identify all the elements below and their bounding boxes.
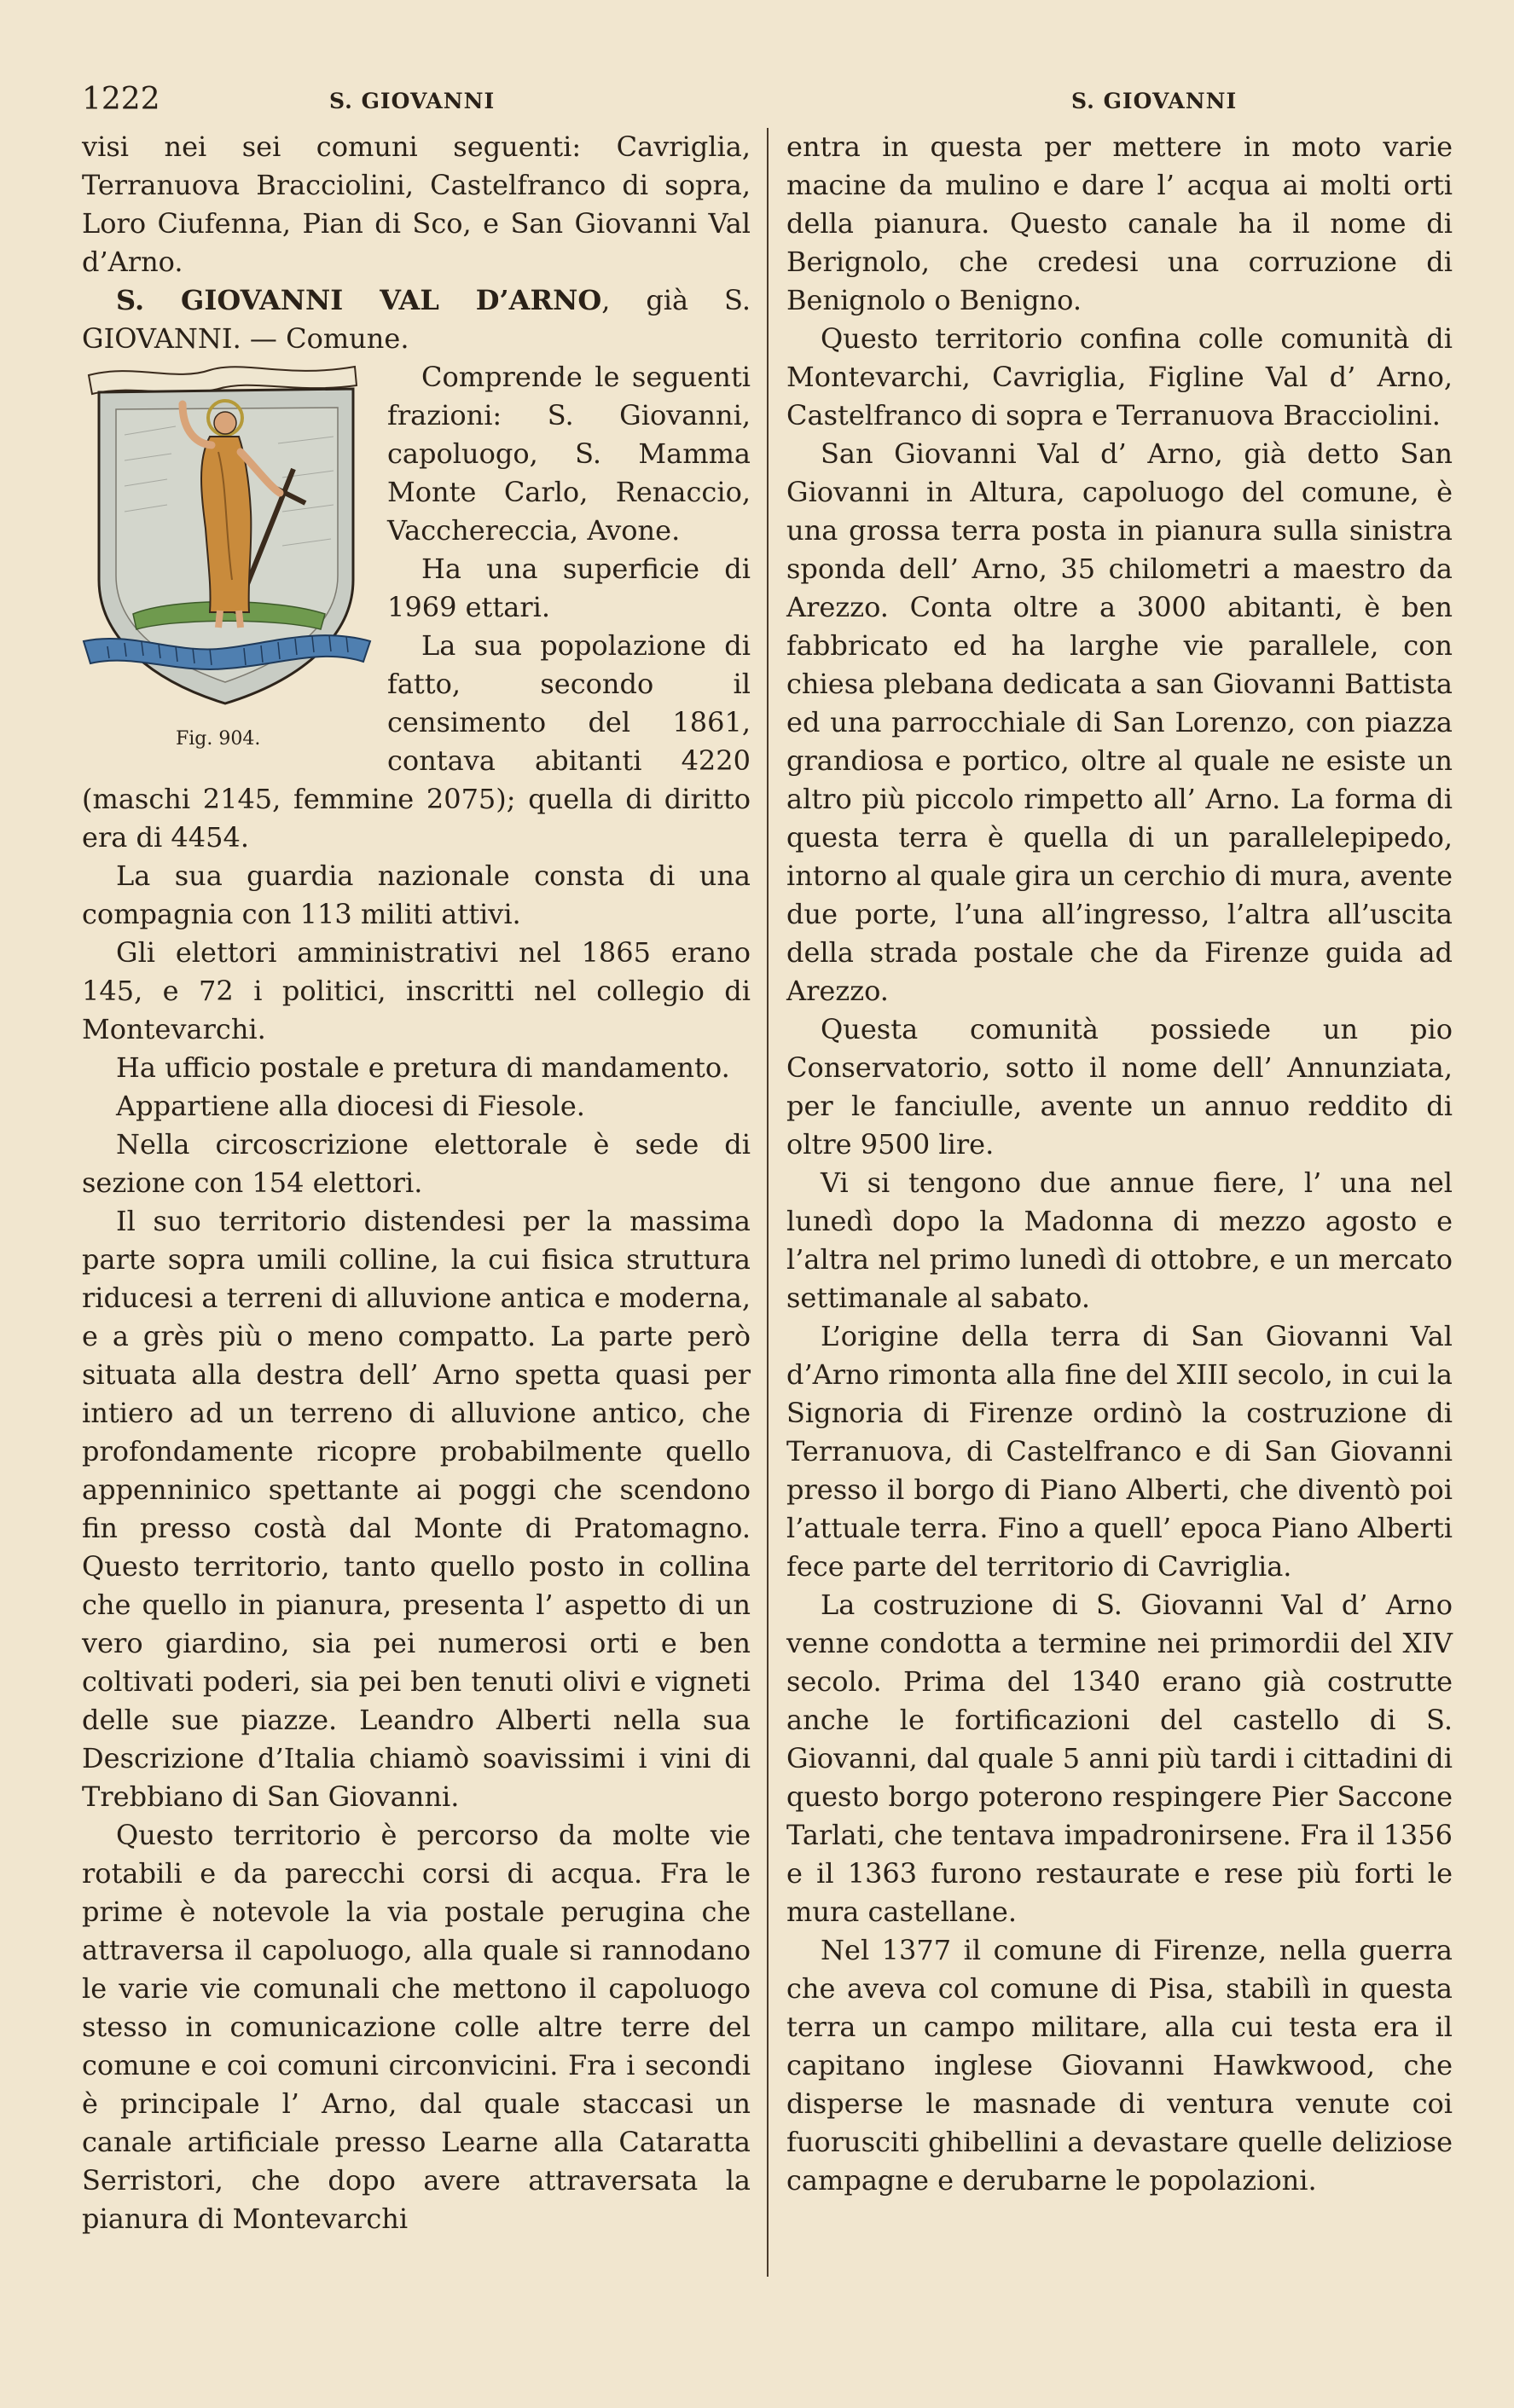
paragraph: entra in questa per mettere in moto varie macine da mulino e dare l’ acqua ai molti orti della pianura. Questo canale ha il nome di Berignolo, che credesi una corruzione di Benignolo o Benigno. (786, 130, 1453, 316)
entry-heading-paragraph (82, 281, 751, 358)
figure-caption: Fig. 904. (176, 728, 261, 750)
paragraph: Comprende le seguenti frazioni: S. Giovanni, capoluogo, S. Mamma Monte Carlo, Renaccio, Vacchereccia, Avone. (387, 361, 751, 547)
paragraph: Questo territorio confina colle comunità di Montevarchi, Cavriglia, Figline Val d’ Arno, Castelfranco di sopra e Terranuova Bracciolini. (786, 322, 1453, 431)
running-header (82, 82, 1432, 124)
page-number: 1222 (82, 82, 160, 117)
paragraph: L’origine della terra di San Giovanni Val d’Arno rimonta alla fine del XIII secolo, in cui la Signoria di Firenze ordinò la costruzione di Terranuova, di Castelfranco e di San Giovanni presso il borgo di Piano Alberti, che diventò poi l’attuale terra. Fino a quell’ epoca Piano Alberti fece parte del territorio di Cavriglia. (786, 1320, 1453, 1583)
entry-title-rest: , già S. GIOVANNI. — Comune. (82, 284, 751, 355)
left-column (82, 128, 751, 2238)
header-right-title: S. GIOVANNI (1071, 89, 1238, 113)
paragraph: Il suo territorio distendesi per la massima parte sopra umili colline, la cui fisica struttura riducesi a terreni di alluvione antica e moderna, e a grès più o meno compatto. La parte però situata alla destra dell’ Arno spetta quasi per intiero ad un terreno di alluvione antico, che profondamente ricopre probabilmente quello appenninico spettante ai poggi che scendono fin presso costà dal Monte di Pratomagno. Questo territorio, tanto quello posto in collina che quello in pianura, presenta l’ aspetto di un vero giardino, sia pei numerosi orti e ben coltivati poderi, sia pei ben tenuti olivi e vigneti delle sue piazze. Leandro Alberti nella sua Descrizione d’Italia chiamò soavissimi i vini di Trebbiano di San Giovanni. (82, 1205, 751, 1813)
paragraph: visi nei sei comuni seguenti: Cavriglia, Terranuova Bracciolini, Castelfranco di sopra, Loro Ciufenna, Pian di Sco, e San Giovanni Val d’Arno. (82, 130, 751, 278)
coat-of-arms-image (82, 358, 372, 715)
paragraph: Vi si tengono due annue fiere, l’ una nel lunedì dopo la Madonna di mezzo agosto e l’altra nel primo lunedì di ottobre, e un mercato settimanale al sabato. (786, 1166, 1453, 1314)
paragraph: La sua popolazione di fatto, secondo il censimento del 1861, contava abitanti 4220 (maschi 2145, femmine 2075); quella di diritto era di 4454. (82, 629, 751, 854)
column-divider (767, 128, 769, 2277)
paragraph: Questo territorio è percorso da molte vie rotabili e da parecchi corsi di acqua. Fra le prime è notevole la via postale perugina che attraversa il capoluogo, alla quale si rannodano le varie vie comunali che mettono il capoluogo stesso in comunicazione colle altre terre del comune e coi comuni circonvicini. Fra i secondi è principale l’ Arno, dal quale staccasi un canale artificiale presso Learne alla Cataratta Serristori, che dopo avere attraversata la pianura di Montevarchi (82, 1819, 751, 2235)
paragraph: Nella circoscrizione elettorale è sede di sezione con 154 elettori. (82, 1128, 751, 1199)
paragraph: Nel 1377 il comune di Firenze, nella guerra che aveva col comune di Pisa, stabilì in questa terra un campo militare, alla cui testa era il capitano inglese Giovanni Hawkwood, che disperse le masnade di ventura venute coi fuorusciti ghibellini a devastare quelle deliziose campagne e derubarne le popolazioni. (786, 1934, 1453, 2197)
right-column (786, 128, 1453, 2200)
paragraph: La sua guardia nazionale consta di una compagnia con 113 militi attivi. (82, 860, 751, 930)
paragraph: Gli elettori amministrativi nel 1865 erano 145, e 72 i politici, inscritti nel collegio di Montevarchi. (82, 936, 751, 1045)
header-left-title: S. GIOVANNI (329, 89, 496, 113)
paragraph: San Giovanni Val d’ Arno, già detto San Giovanni in Altura, capoluogo del comune, è una grossa terra posta in pianura sulla sinistra sponda dell’ Arno, 35 chilometri a maestro da Arezzo. Conta oltre a 3000 abitanti, è ben fabbricato ed ha larghe vie parallele, con chiesa plebana dedicata a san Giovanni Battista ed una parrocchiale di San Lorenzo, con piazza grandiosa e portico, oltre al quale ne esiste un altro più piccolo rimpetto all’ Arno. La forma di questa terra è quella di un parallelepipedo, intorno al quale gira un cerchio di mura, avente due porte, l’una all’ingresso, l’altra all’uscita della strada postale che da Firenze guida ad Arezzo. (786, 437, 1453, 1007)
paragraph: Appartiene alla diocesi di Fiesole. (116, 1090, 585, 1122)
paragraph: Ha ufficio postale e pretura di mandamento. (116, 1051, 730, 1084)
coat-of-arms-figure (82, 358, 372, 759)
entry-title: S. GIOVANNI VAL D’ARNO (116, 284, 602, 316)
paragraph: La costruzione di S. Giovanni Val d’ Arno venne condotta a termine nei primordii del XIV secolo. Prima del 1340 erano già costrutte anche le fortificazioni del castello di S. Giovanni, dal quale 5 anni più tardi i cittadini di questo borgo poterono respingere Pier Saccone Tarlati, che tentava impadronirsene. Fra il 1356 e il 1363 furono restaurate e rese più forti le mura castellane. (786, 1589, 1453, 1928)
paragraph: Ha una superficie di 1969 ettari. (387, 553, 751, 623)
paragraph: Questa comunità possiede un pio Conservatorio, sotto il nome dell’ Annunziata, per le fanciulle, avente un annuo reddito di oltre 9500 lire. (786, 1013, 1453, 1161)
